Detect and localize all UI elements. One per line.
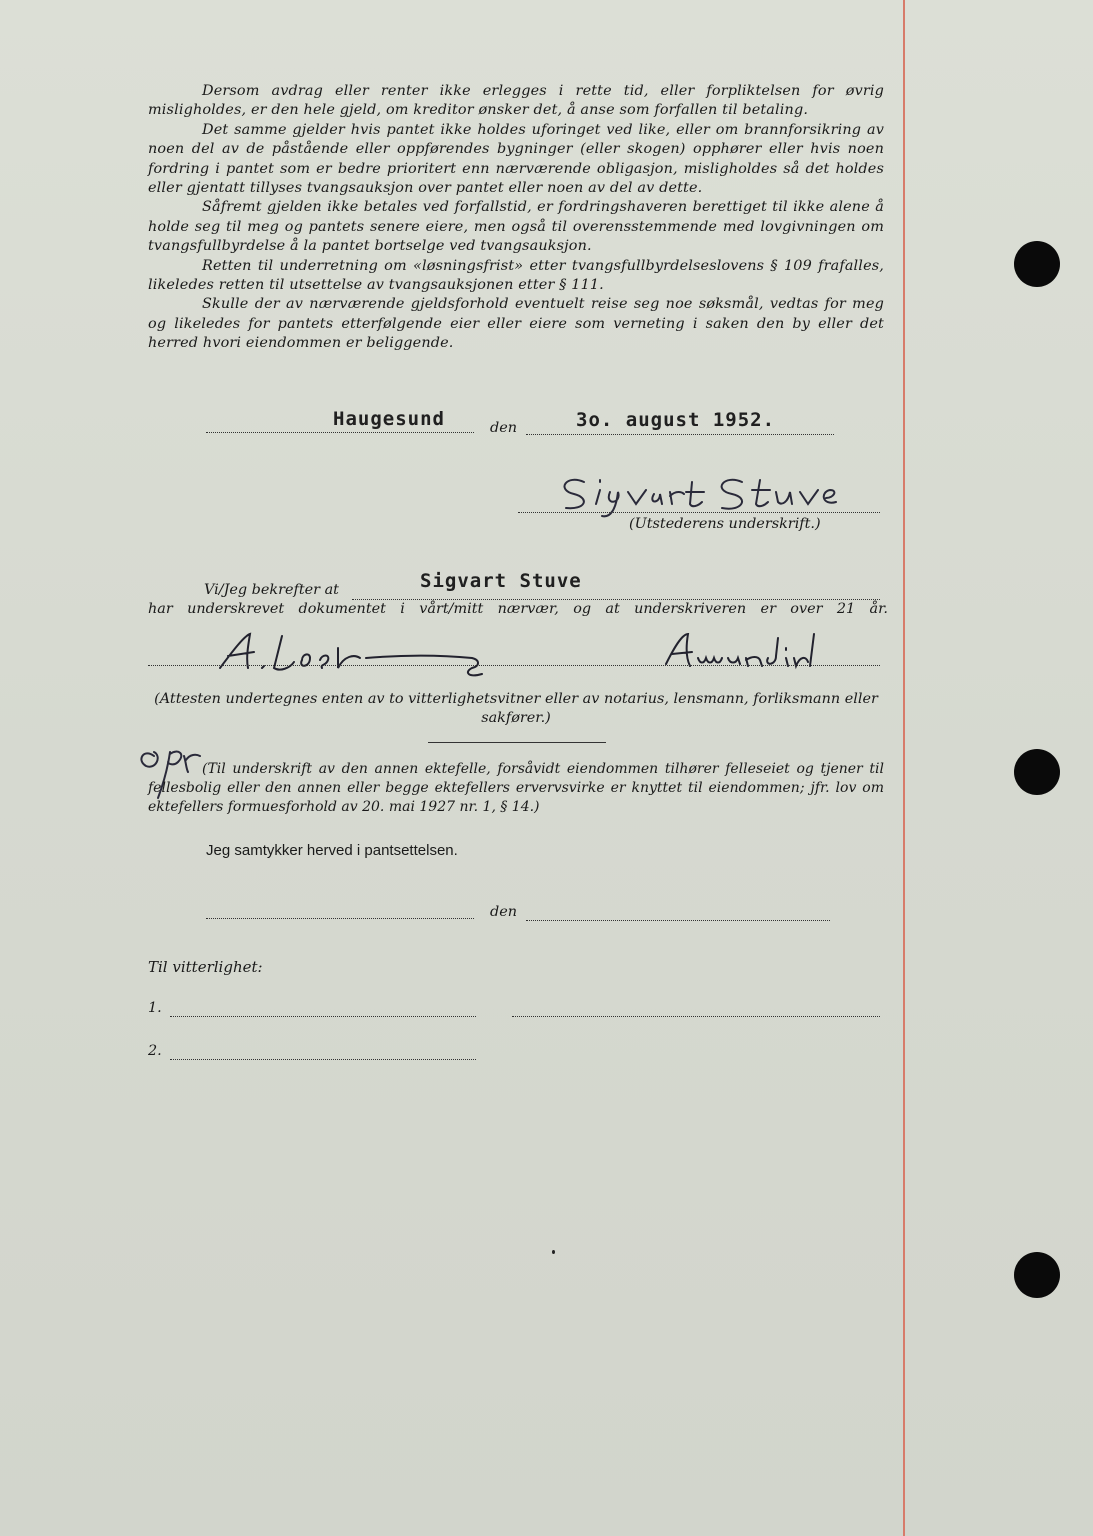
spouse-note: (Til underskrift av den annen ektefelle, forsåvidt eiendommen tilhører felleseiet og tjener til fellesbolig eller den annen eller begge ektefellers ervervsvirke er knyttet til eiendommen; jfr. lov om ektefellers formuesforhold av 20. mai 1927 nr. 1, § 14.) bbox=[148, 761, 884, 815]
witness-prefix: Vi/Jeg bekrefter at bbox=[204, 582, 339, 598]
witness-number-2: 2. bbox=[148, 1043, 162, 1059]
consent-date-line bbox=[526, 920, 830, 921]
witness-signature-2 bbox=[660, 628, 830, 676]
ink-speck bbox=[552, 1250, 555, 1254]
witness-signature-1 bbox=[210, 628, 510, 678]
vitterlighet-heading: Til vitterlighet: bbox=[148, 958, 263, 976]
witness-signature-line bbox=[148, 665, 880, 666]
paragraph-2: Det samme gjelder hvis pantet ikke holdes uforinget ved like, eller om brannforsikring av noen del av de påstående eller oppførendes bygninger (eller skogen) opphører eller hvis noen fordring i pantet som er bedre prioritert enn nærværende obligasjon, misligholdes så det holdes eller gjentatt tillyses tvangsauksjon over pantet eller noen av del av dette. bbox=[148, 121, 884, 197]
issuer-signature-label: (Utstederens underskrift.) bbox=[629, 516, 821, 532]
witness-1-line-right bbox=[512, 1016, 880, 1017]
witness-statement: har underskrevet dokumentet i vårt/mitt nærvær, og at underskriveren er over 21 år. bbox=[148, 601, 888, 617]
consent-place-line bbox=[206, 918, 474, 919]
witness-name: Sigvart Stuve bbox=[420, 570, 582, 592]
witness-name-line bbox=[352, 599, 880, 600]
punch-hole-middle bbox=[1014, 749, 1060, 795]
place-value: Haugesund bbox=[333, 408, 445, 430]
paragraph-1: Dersom avdrag eller renter ikke erlegges i rette tid, eller forpliktelsen for øvrig misligholdes, er den hele gjeld, om kreditor ønsker det, å anse som forfallen til betaling. bbox=[148, 83, 884, 119]
paragraph-3: Såfremt gjelden ikke betales ved forfallstid, er fordringshaveren berettiget til ikke alene å holde seg til meg og pantets senere eiere, men også til overensstemmende med lovgivningen om tvangsfullbyrdelse å la pantet bortselge ved tvangsauksjon. bbox=[148, 199, 884, 255]
section-divider bbox=[428, 742, 606, 743]
witness-number-1: 1. bbox=[148, 1000, 162, 1016]
witness-1-line-left bbox=[170, 1016, 476, 1017]
place-line bbox=[206, 432, 474, 433]
punch-hole-top bbox=[1014, 241, 1060, 287]
paragraph-5: Skulle der av nærværende gjeldsforhold eventuelt reise seg noe søksmål, vedtas for meg og likeledes for pantets etterfølgende eier eller eiere som verneting i saken den by eller det herred hvori eiendommen er beliggende. bbox=[148, 296, 884, 352]
consent-text: Jeg samtykker herved i pantsettelsen. bbox=[206, 842, 458, 859]
den-label: den bbox=[490, 420, 517, 436]
margin-rule bbox=[903, 0, 905, 1536]
attest-note: (Attesten undertegnes enten av to vitterlighetsvitner eller av notarius, lensmann, forliksmann eller sakfører.) bbox=[154, 691, 878, 726]
consent-den-label: den bbox=[490, 904, 517, 920]
issuer-signature-line bbox=[518, 512, 880, 513]
paragraph-4: Retten til underretning om «løsningsfrist» etter tvangsfullbyrdelseslovens § 109 frafalles, likeledes retten til utsettelse av tvangsauksjonen etter § 111. bbox=[148, 257, 884, 294]
witness-2-line bbox=[170, 1059, 476, 1060]
date-value: 3o. august 1952. bbox=[576, 409, 776, 431]
date-line bbox=[526, 434, 834, 435]
punch-hole-bottom bbox=[1014, 1252, 1060, 1298]
terms-text bbox=[148, 82, 884, 354]
